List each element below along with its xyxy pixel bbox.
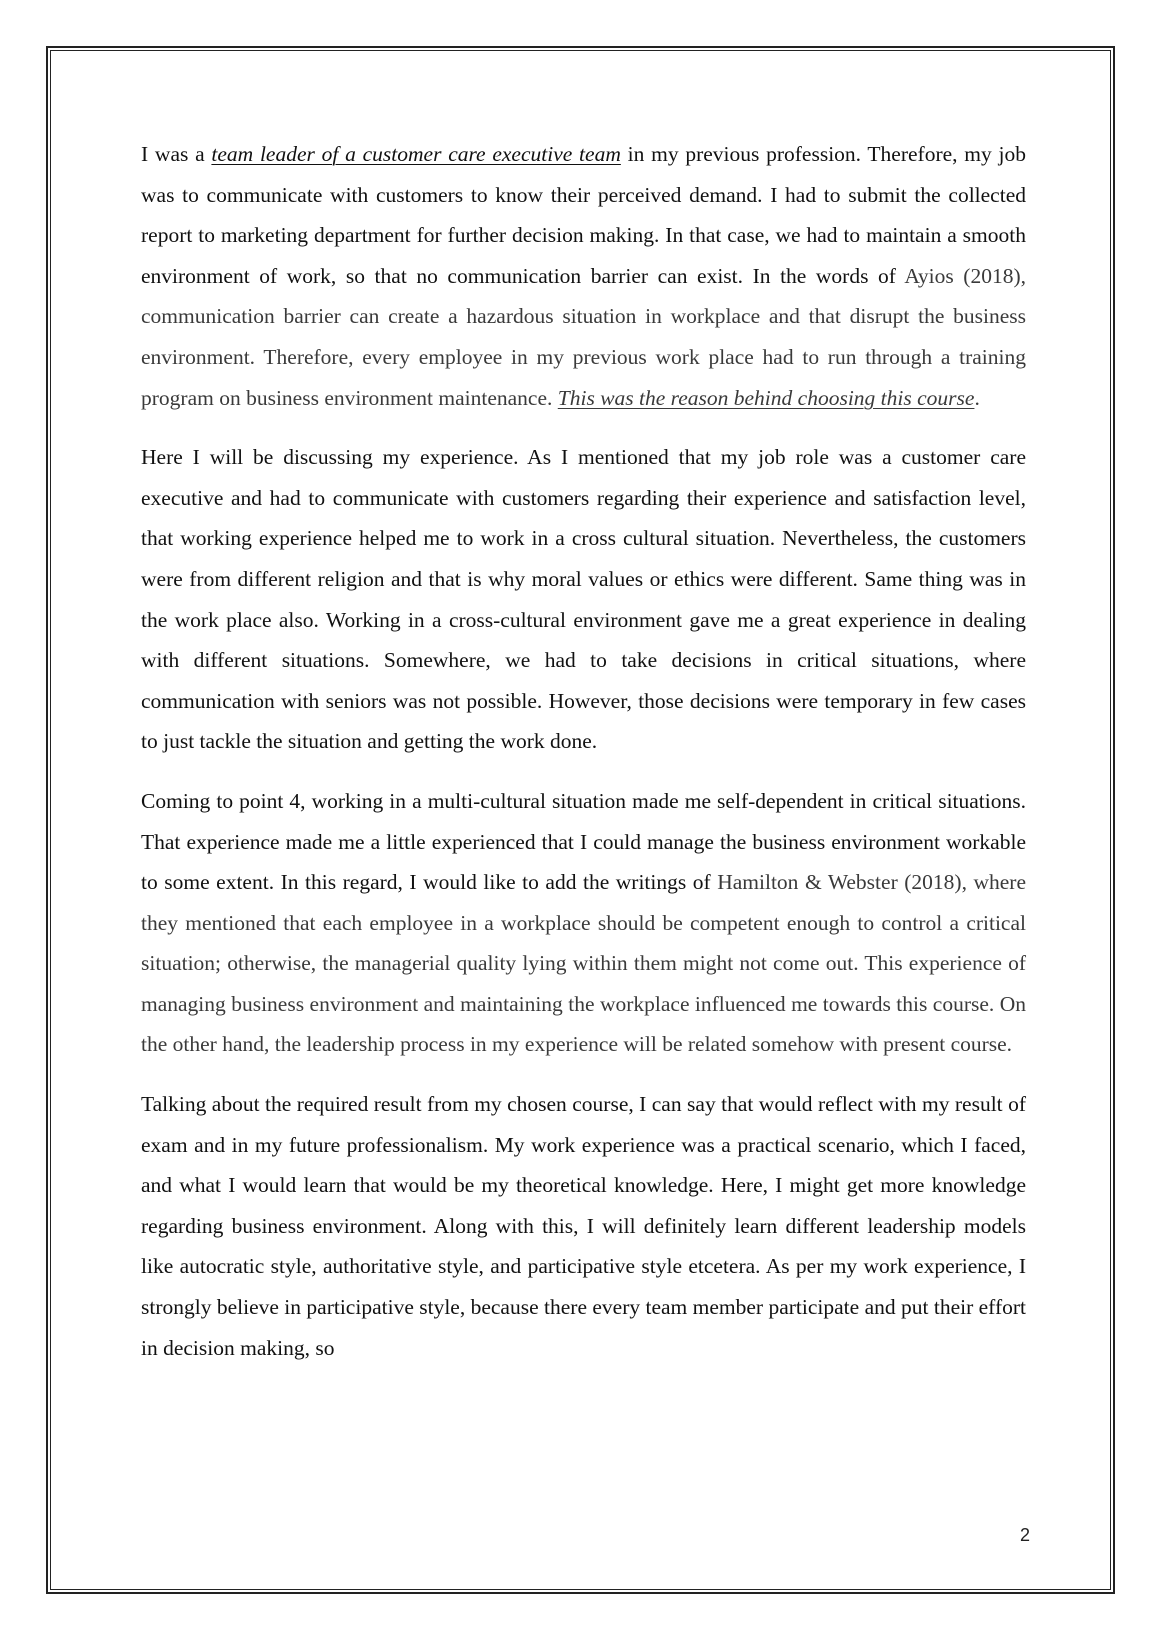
citation-hamilton-webster: Hamilton & Webster (2018), where they mentioned that each employee in a workplace should be competent enough to control a critical situation; otherwise, the managerial quality lying within them might not come out. This experience of managing business environment and maintaining the workplace influenced me towards this course. On the other hand, the leadership process in my experience will be related somehow with present course. <box>141 870 1026 1057</box>
paragraph-1-body: in my previous profession. Therefore, my job was to communicate with customers to know their perceived demand. I had to submit the collected report to marketing department for further decision making. In that case, we had to maintain a smooth environment of work, so that no communication barrier can exist. In the words of <box>141 142 1026 288</box>
paragraph-1-end: . <box>974 385 980 410</box>
citation-ayios: Ayios (2018), communication barrier can create a hazardous situation in workplace and that disrupt the business environment. Therefore, every employee in my previous work place had to run through a training program on business environment maintenance. <box>141 263 1027 410</box>
paragraph-3-intro: Coming to point 4, working in a multi-cultural situation made me self-dependent in critical situations. That experience made me a little experienced that I could manage the business environment workable to some extent. In this regard, I would like to add the writings of <box>141 788 1026 895</box>
paragraph-3 <box>141 781 1026 1065</box>
document-body <box>141 134 1026 1387</box>
emphasis-team-leader: team leader of a customer care executive team <box>211 142 621 166</box>
paragraph-2: Here I will be discussing my experience. As I mentioned that my job role was a customer care executive and had to communicate with customers regarding their experience and satisfaction level, that working experience helped me to work in a cross cultural situation. Nevertheless, the customers were from different religion and that is why moral values or ethics were different. Same thing was in the work place also. Working in a cross-cultural environment gave me a great experience in dealing with different situations. Somewhere, we had to take decisions in critical situations, where communication with seniors was not possible. However, those decisions were temporary in few cases to just tackle the situation and getting the work done. <box>141 445 1026 754</box>
emphasis-course-reason: This was the reason behind choosing this course <box>557 385 975 410</box>
paragraph-1-intro: I was a <box>141 142 212 166</box>
paragraph-1 <box>141 134 1026 418</box>
paragraph-4: Talking about the required result from my chosen course, I can say that would reflect with my result of exam and in my future professionalism. My work experience was a practical scenario, which I faced, and what I would learn that would be my theoretical knowledge. Here, I might get more knowledge regarding business environment. Along with this, I will definitely learn different leadership models like autocratic style, authoritative style, and participative style etcetera. As per my work experience, I strongly believe in participative style, because there every team member participate and put their effort in decision making, so <box>141 1092 1026 1360</box>
page-number: 2 <box>1019 1525 1030 1545</box>
